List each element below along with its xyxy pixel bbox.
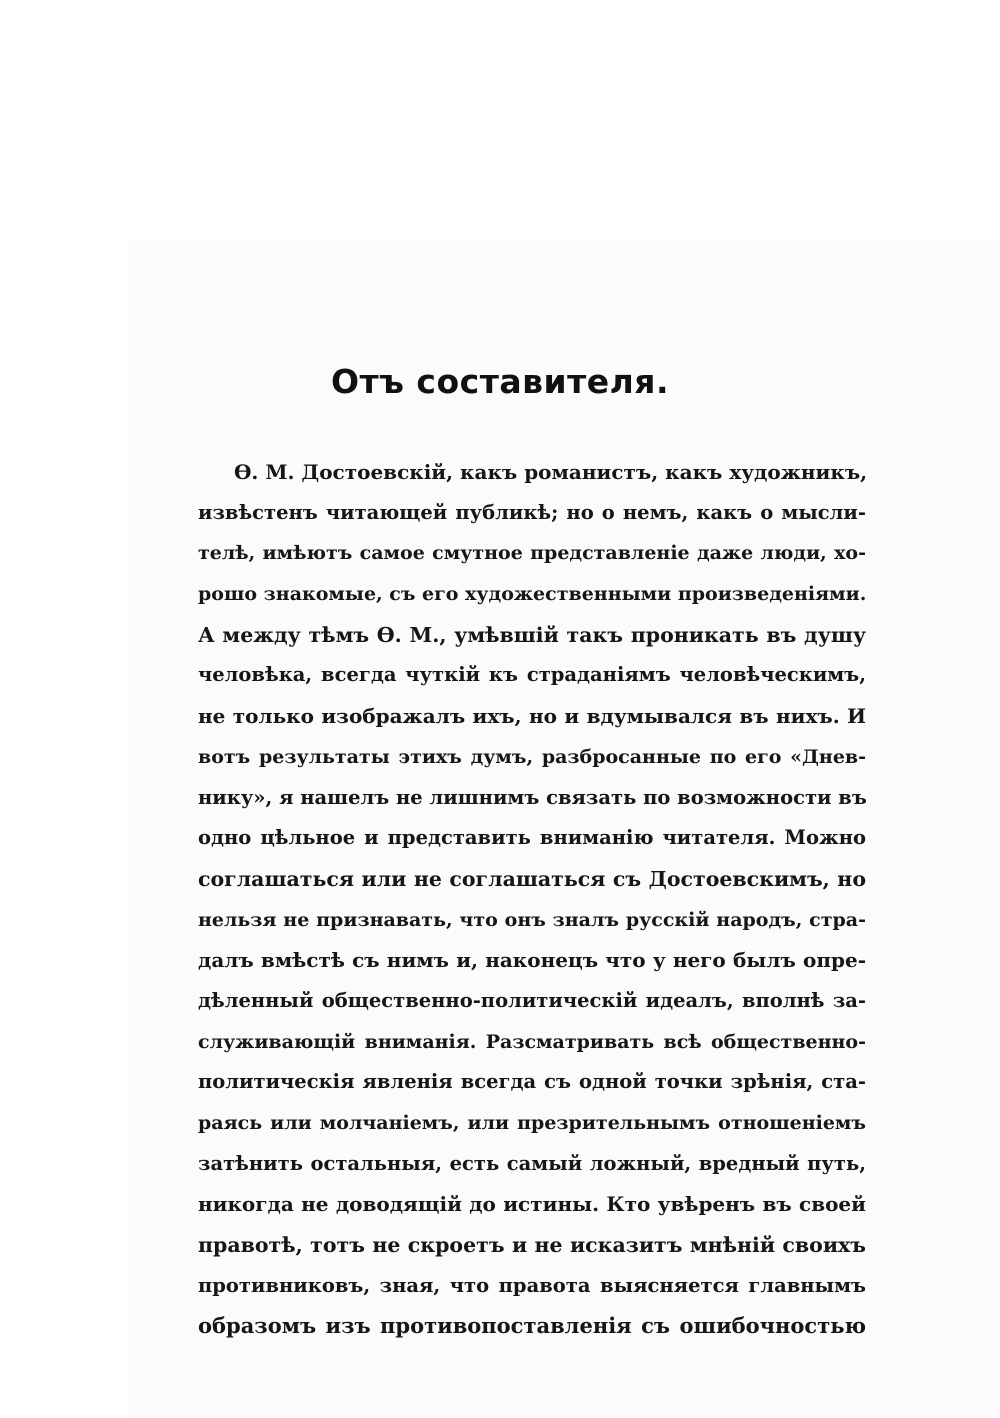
text-line: телѣ, имѣютъ самое смутное представленіе даже люди, хо- bbox=[198, 542, 866, 565]
text-line: затѣнить остальныя, есть самый ложный, вредный путь, bbox=[198, 1151, 866, 1175]
text-line: противниковъ, зная, что правота выясняется главнымъ bbox=[198, 1273, 866, 1297]
text-line: дѣленный общественно-политическій идеалъ, вполнѣ за- bbox=[198, 988, 866, 1012]
text-line: человѣка, всегда чуткій къ страданіямъ человѣческимъ, bbox=[198, 663, 866, 687]
text-line: политическія явленія всегда съ одной точки зрѣнія, ста- bbox=[198, 1070, 866, 1094]
text-line: не только изображалъ ихъ, но и вдумывался въ нихъ. И bbox=[198, 704, 866, 729]
body-text bbox=[198, 452, 866, 1347]
text-line: далъ вмѣстѣ съ нимъ и, наконецъ что у него былъ опре- bbox=[198, 948, 866, 973]
text-line: одно цѣльное и представить вниманію читателя. Можно bbox=[198, 826, 866, 850]
text-line: образомъ изъ противопоставленія съ ошибочностью bbox=[198, 1313, 866, 1339]
text-line: вотъ результаты этихъ думъ, разбросанные по его «Днев- bbox=[198, 745, 866, 768]
text-line: А между тѣмъ Ѳ. М., умѣвшій такъ проникать въ душу bbox=[198, 622, 866, 647]
text-line: правотѣ, тотъ не скроетъ и не исказитъ мнѣній своихъ bbox=[198, 1233, 866, 1258]
text-line: Ѳ. М. Достоевскій, какъ романистъ, какъ художникъ, bbox=[234, 460, 868, 484]
text-line: нику», я нашелъ не лишнимъ связать по возможности въ bbox=[198, 785, 867, 809]
text-line: никогда не доводящій до истины. Кто увѣренъ въ своей bbox=[198, 1192, 866, 1217]
text-line: соглашаться или не соглашаться съ Достоевскимъ, но bbox=[198, 866, 866, 891]
text-line: рошо знакомые, съ его художественными произведеніями. bbox=[198, 583, 867, 606]
text-line: служивающій вниманія. Разсматривать всѣ общественно- bbox=[198, 1030, 866, 1053]
page-title: Отъ составителя. bbox=[330, 362, 670, 401]
text-line: раясь или молчаніемъ, или презрительнымъ отношеніемъ bbox=[198, 1112, 866, 1134]
text-line: извѣстенъ читающей публикѣ; но о немъ, какъ о мысли- bbox=[198, 500, 866, 524]
text-line: нельзя не признавать, что онъ зналъ русскій народъ, стра- bbox=[198, 908, 866, 931]
